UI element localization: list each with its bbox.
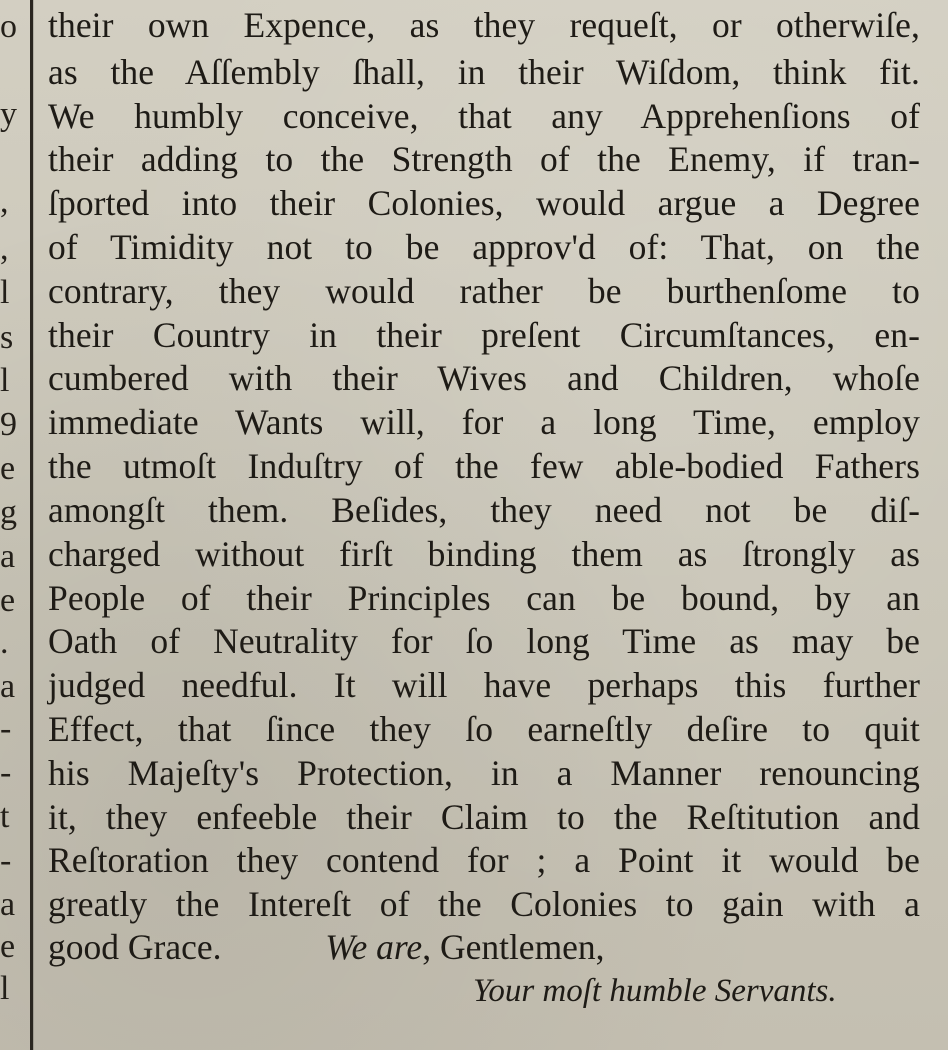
text-line: contrary, they would rather be burthenſome to bbox=[48, 271, 920, 311]
margin-fragment: l bbox=[0, 970, 10, 1007]
margin-fragment: g bbox=[0, 494, 17, 531]
closing-italic: We are bbox=[325, 927, 423, 967]
margin-fragment: , bbox=[0, 230, 9, 267]
closing-lead: good Grace. bbox=[48, 927, 222, 967]
margin-fragment: t bbox=[0, 798, 10, 835]
margin-fragment: a bbox=[0, 668, 16, 705]
text-line: judged needful. It will have perhaps this further bbox=[48, 665, 920, 705]
margin-fragment: 9 bbox=[0, 406, 17, 443]
text-line: Reſtoration they contend for ; a Point it would be bbox=[48, 840, 920, 880]
text-line: charged without firſt binding them as ſtrongly as bbox=[48, 534, 920, 574]
margin-fragment: s bbox=[0, 319, 14, 356]
text-line: of Timidity not to be approv'd of: That, on the bbox=[48, 227, 920, 267]
margin-fragment: e bbox=[0, 582, 16, 619]
margin-fragment: o bbox=[0, 8, 17, 45]
column-rule bbox=[30, 0, 33, 1050]
text-line: their adding to the Strength of the Enemy, if tran- bbox=[48, 139, 920, 179]
signature: Your moſt humble Servants. bbox=[473, 973, 837, 1009]
text-line: greatly the Intereſt of the Colonies to gain with a bbox=[48, 884, 920, 924]
text-line: their own Expence, as they requeſt, or otherwiſe, bbox=[48, 5, 920, 45]
text-line: cumbered with their Wives and Children, whoſe bbox=[48, 358, 920, 398]
margin-fragment: - bbox=[0, 842, 12, 879]
text-line: as the Aſſembly ſhall, in their Wiſdom, think fit. bbox=[48, 52, 920, 92]
margin-fragment: . bbox=[0, 624, 9, 661]
text-line: the utmoſt Induſtry of the few able-bodied Fathers bbox=[48, 446, 920, 486]
margin-fragment: l bbox=[0, 274, 10, 311]
text-line: immediate Wants will, for a long Time, employ bbox=[48, 402, 920, 442]
article-text bbox=[48, 0, 920, 1050]
margin-fragment: a bbox=[0, 538, 16, 575]
margin-fragment: , bbox=[0, 183, 9, 220]
margin-fragment: - bbox=[0, 754, 12, 791]
closing-line bbox=[48, 925, 605, 969]
text-line: We humbly conceive, that any Apprehenſions of bbox=[48, 96, 920, 136]
margin-fragment: - bbox=[0, 710, 12, 747]
text-line: Oath of Neutrality for ſo long Time as may be bbox=[48, 621, 920, 661]
margin-fragment: a bbox=[0, 886, 16, 923]
margin-fragment: y bbox=[0, 96, 17, 133]
margin-fragment: e bbox=[0, 450, 16, 487]
text-line: ſported into their Colonies, would argue a Degree bbox=[48, 183, 920, 223]
closing-rest: , Gentlemen, bbox=[422, 927, 605, 967]
adjacent-column-fragment bbox=[0, 0, 28, 1050]
text-line: Effect, that ſince they ſo earneſtly deſire to quit bbox=[48, 709, 920, 749]
text-line: their Country in their preſent Circumſtances, en- bbox=[48, 315, 920, 355]
text-line: People of their Principles can be bound, by an bbox=[48, 578, 920, 618]
text-line: his Majeſty's Protection, in a Manner renouncing bbox=[48, 753, 920, 793]
margin-fragment: l bbox=[0, 362, 10, 399]
text-line: amongſt them. Beſides, they need not be diſ- bbox=[48, 490, 920, 530]
margin-fragment: e bbox=[0, 928, 16, 965]
text-line: it, they enfeeble their Claim to the Reſtitution and bbox=[48, 797, 920, 837]
